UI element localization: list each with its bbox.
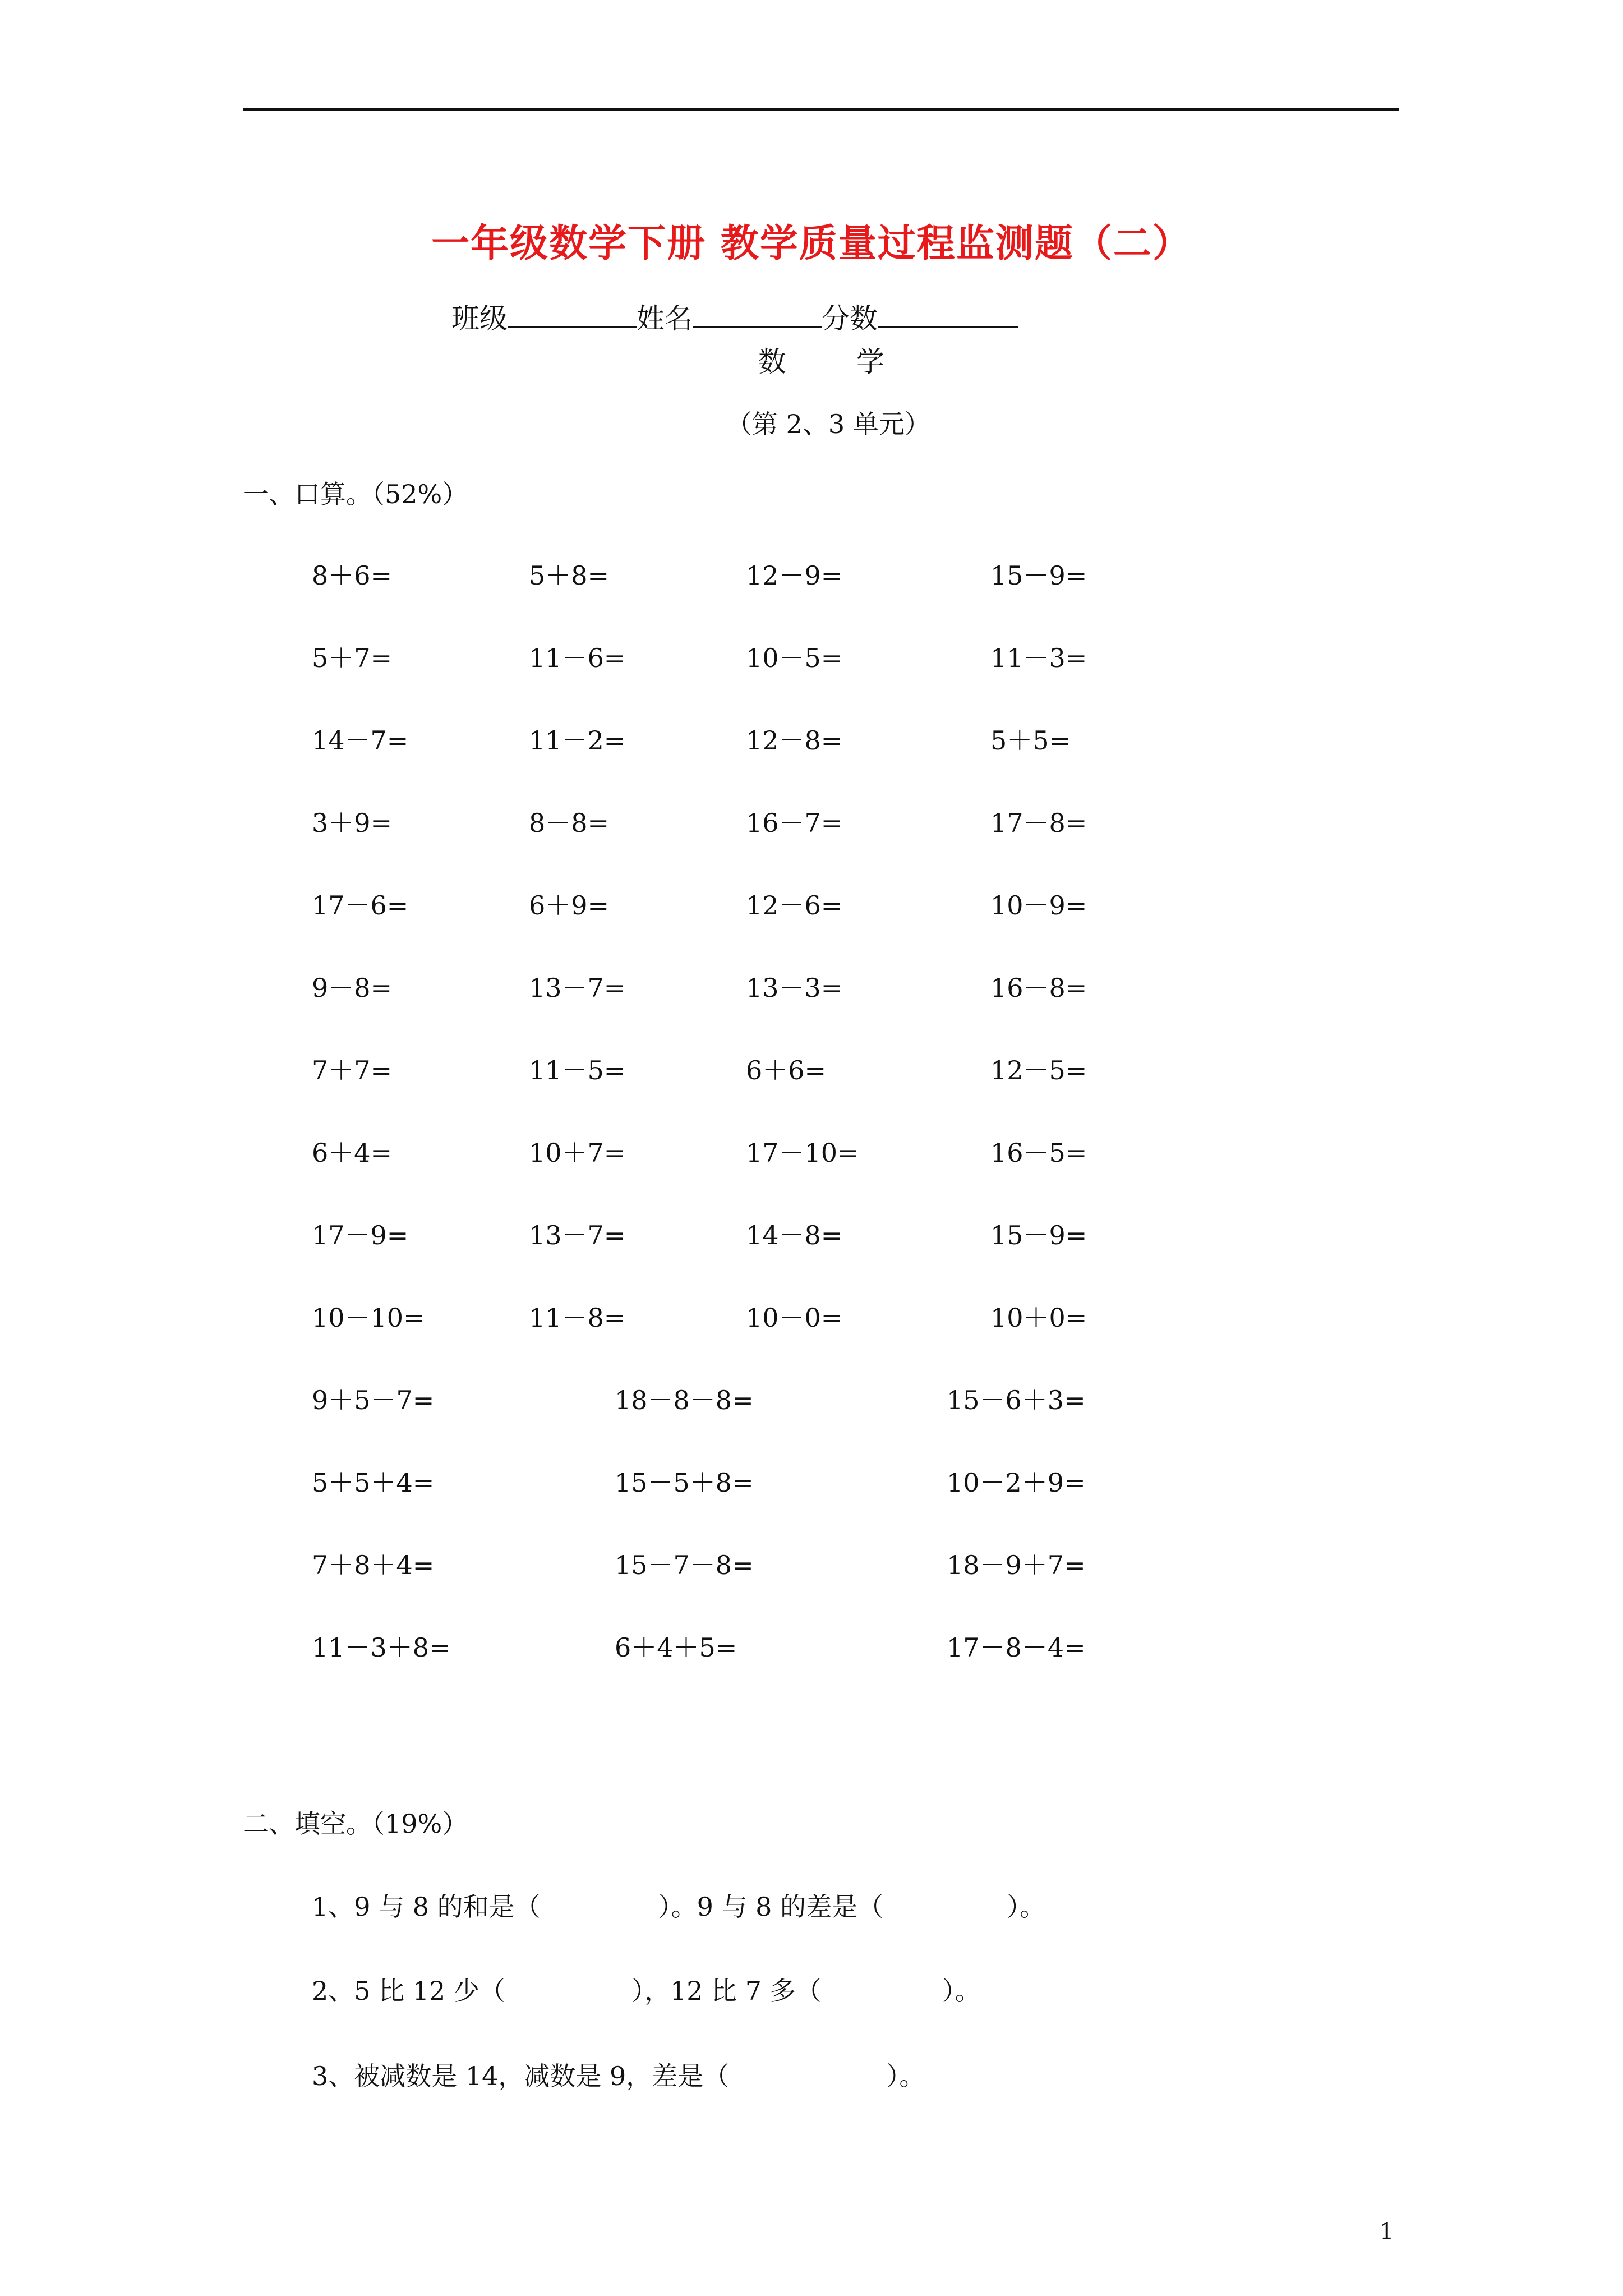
problem: 12－9=	[746, 560, 843, 591]
problem: 10－5=	[746, 643, 843, 673]
student-info-line	[451, 296, 1018, 337]
problem: 12－5=	[990, 1055, 1087, 1085]
fill-text: ）。	[886, 2061, 925, 2091]
problem: 10－10=	[312, 1303, 425, 1333]
units-note: （第 2、3 单元）	[726, 409, 930, 439]
top-rule	[243, 108, 1399, 111]
score-label: 分数	[822, 302, 878, 335]
class-blank[interactable]	[508, 301, 637, 328]
score-blank[interactable]	[878, 301, 1018, 328]
problem: 15－6＋3=	[947, 1385, 1086, 1415]
problem: 13－3=	[746, 973, 843, 1003]
problem: 8＋6=	[312, 560, 393, 591]
problem: 14－8=	[746, 1220, 843, 1250]
problem: 8－8=	[529, 808, 610, 838]
problem: 6＋4＋5=	[615, 1632, 737, 1663]
fill-text: ）。	[942, 1976, 981, 2006]
problem: 6＋4=	[312, 1138, 393, 1168]
problem: 14－7=	[312, 725, 409, 756]
fill-text: 1、9 与 8 的和是（	[312, 1892, 541, 1922]
fill-text: 2、5 比 12 少（	[312, 1976, 505, 2006]
problem: 12－6=	[746, 890, 843, 921]
fill-item-2	[312, 1971, 981, 2008]
problem: 11－3＋8=	[312, 1632, 451, 1663]
problem: 15－7－8=	[615, 1550, 754, 1580]
problem: 15－9=	[990, 560, 1087, 591]
problem: 10＋7=	[529, 1138, 626, 1168]
problem: 11－5=	[529, 1055, 626, 1085]
problem: 11－3=	[990, 643, 1087, 673]
problem: 7＋7=	[312, 1055, 393, 1085]
subject-title	[758, 339, 884, 380]
page-title: 一年级数学下册 教学质量过程监测题（二）	[431, 221, 1192, 266]
problem: 11－2=	[529, 725, 626, 756]
section1-heading: 一、口算。（52%）	[243, 479, 468, 509]
problem: 13－7=	[529, 1220, 626, 1250]
page-number: 1	[1380, 2219, 1394, 2244]
problem: 17－8－4=	[947, 1632, 1086, 1663]
problem: 18－8－8=	[615, 1385, 754, 1415]
problem: 11－6=	[529, 643, 626, 673]
problem: 6＋6=	[746, 1055, 827, 1085]
problem: 13－7=	[529, 973, 626, 1003]
problem: 5＋5＋4=	[312, 1467, 435, 1498]
problem: 17－9=	[312, 1220, 409, 1250]
problem: 17－10=	[746, 1138, 859, 1168]
problem: 10－0=	[746, 1303, 843, 1333]
fill-item-3	[312, 2056, 925, 2093]
problem: 16－5=	[990, 1138, 1087, 1168]
problem: 16－7=	[746, 808, 843, 838]
fill-text: ）。9 与 8 的差是（	[658, 1892, 884, 1922]
problem: 5＋8=	[529, 560, 610, 591]
fill-item-1	[312, 1887, 1045, 1924]
problem: 10＋0=	[990, 1303, 1087, 1333]
fill-text: ），12 比 7 多（	[631, 1976, 822, 2006]
name-blank[interactable]	[693, 301, 822, 328]
problem: 3＋9=	[312, 808, 393, 838]
problem: 16－8=	[990, 973, 1087, 1003]
problem: 9－8=	[312, 973, 393, 1003]
problem: 5＋7=	[312, 643, 393, 673]
fill-text: 3、被减数是 14，减数是 9，差是（	[312, 2061, 730, 2091]
problem: 17－8=	[990, 808, 1087, 838]
problem: 5＋5=	[990, 725, 1071, 756]
problem: 17－6=	[312, 890, 409, 921]
problem: 7＋8＋4=	[312, 1550, 435, 1580]
problem: 12－8=	[746, 725, 843, 756]
subject-char: 学	[856, 346, 884, 378]
problem: 11－8=	[529, 1303, 626, 1333]
problem: 10－2＋9=	[947, 1467, 1086, 1498]
name-label: 姓名	[637, 302, 693, 335]
problem: 15－5＋8=	[615, 1467, 754, 1498]
fill-text: ）。	[1007, 1892, 1046, 1922]
problem: 6＋9=	[529, 890, 610, 921]
problem: 18－9＋7=	[947, 1550, 1086, 1580]
problem: 9＋5－7=	[312, 1385, 435, 1415]
subject-char: 数	[758, 346, 786, 378]
problem: 10－9=	[990, 890, 1087, 921]
class-label: 班级	[451, 302, 508, 335]
problem: 15－9=	[990, 1220, 1087, 1250]
section2-heading: 二、填空。（19%）	[243, 1809, 468, 1839]
